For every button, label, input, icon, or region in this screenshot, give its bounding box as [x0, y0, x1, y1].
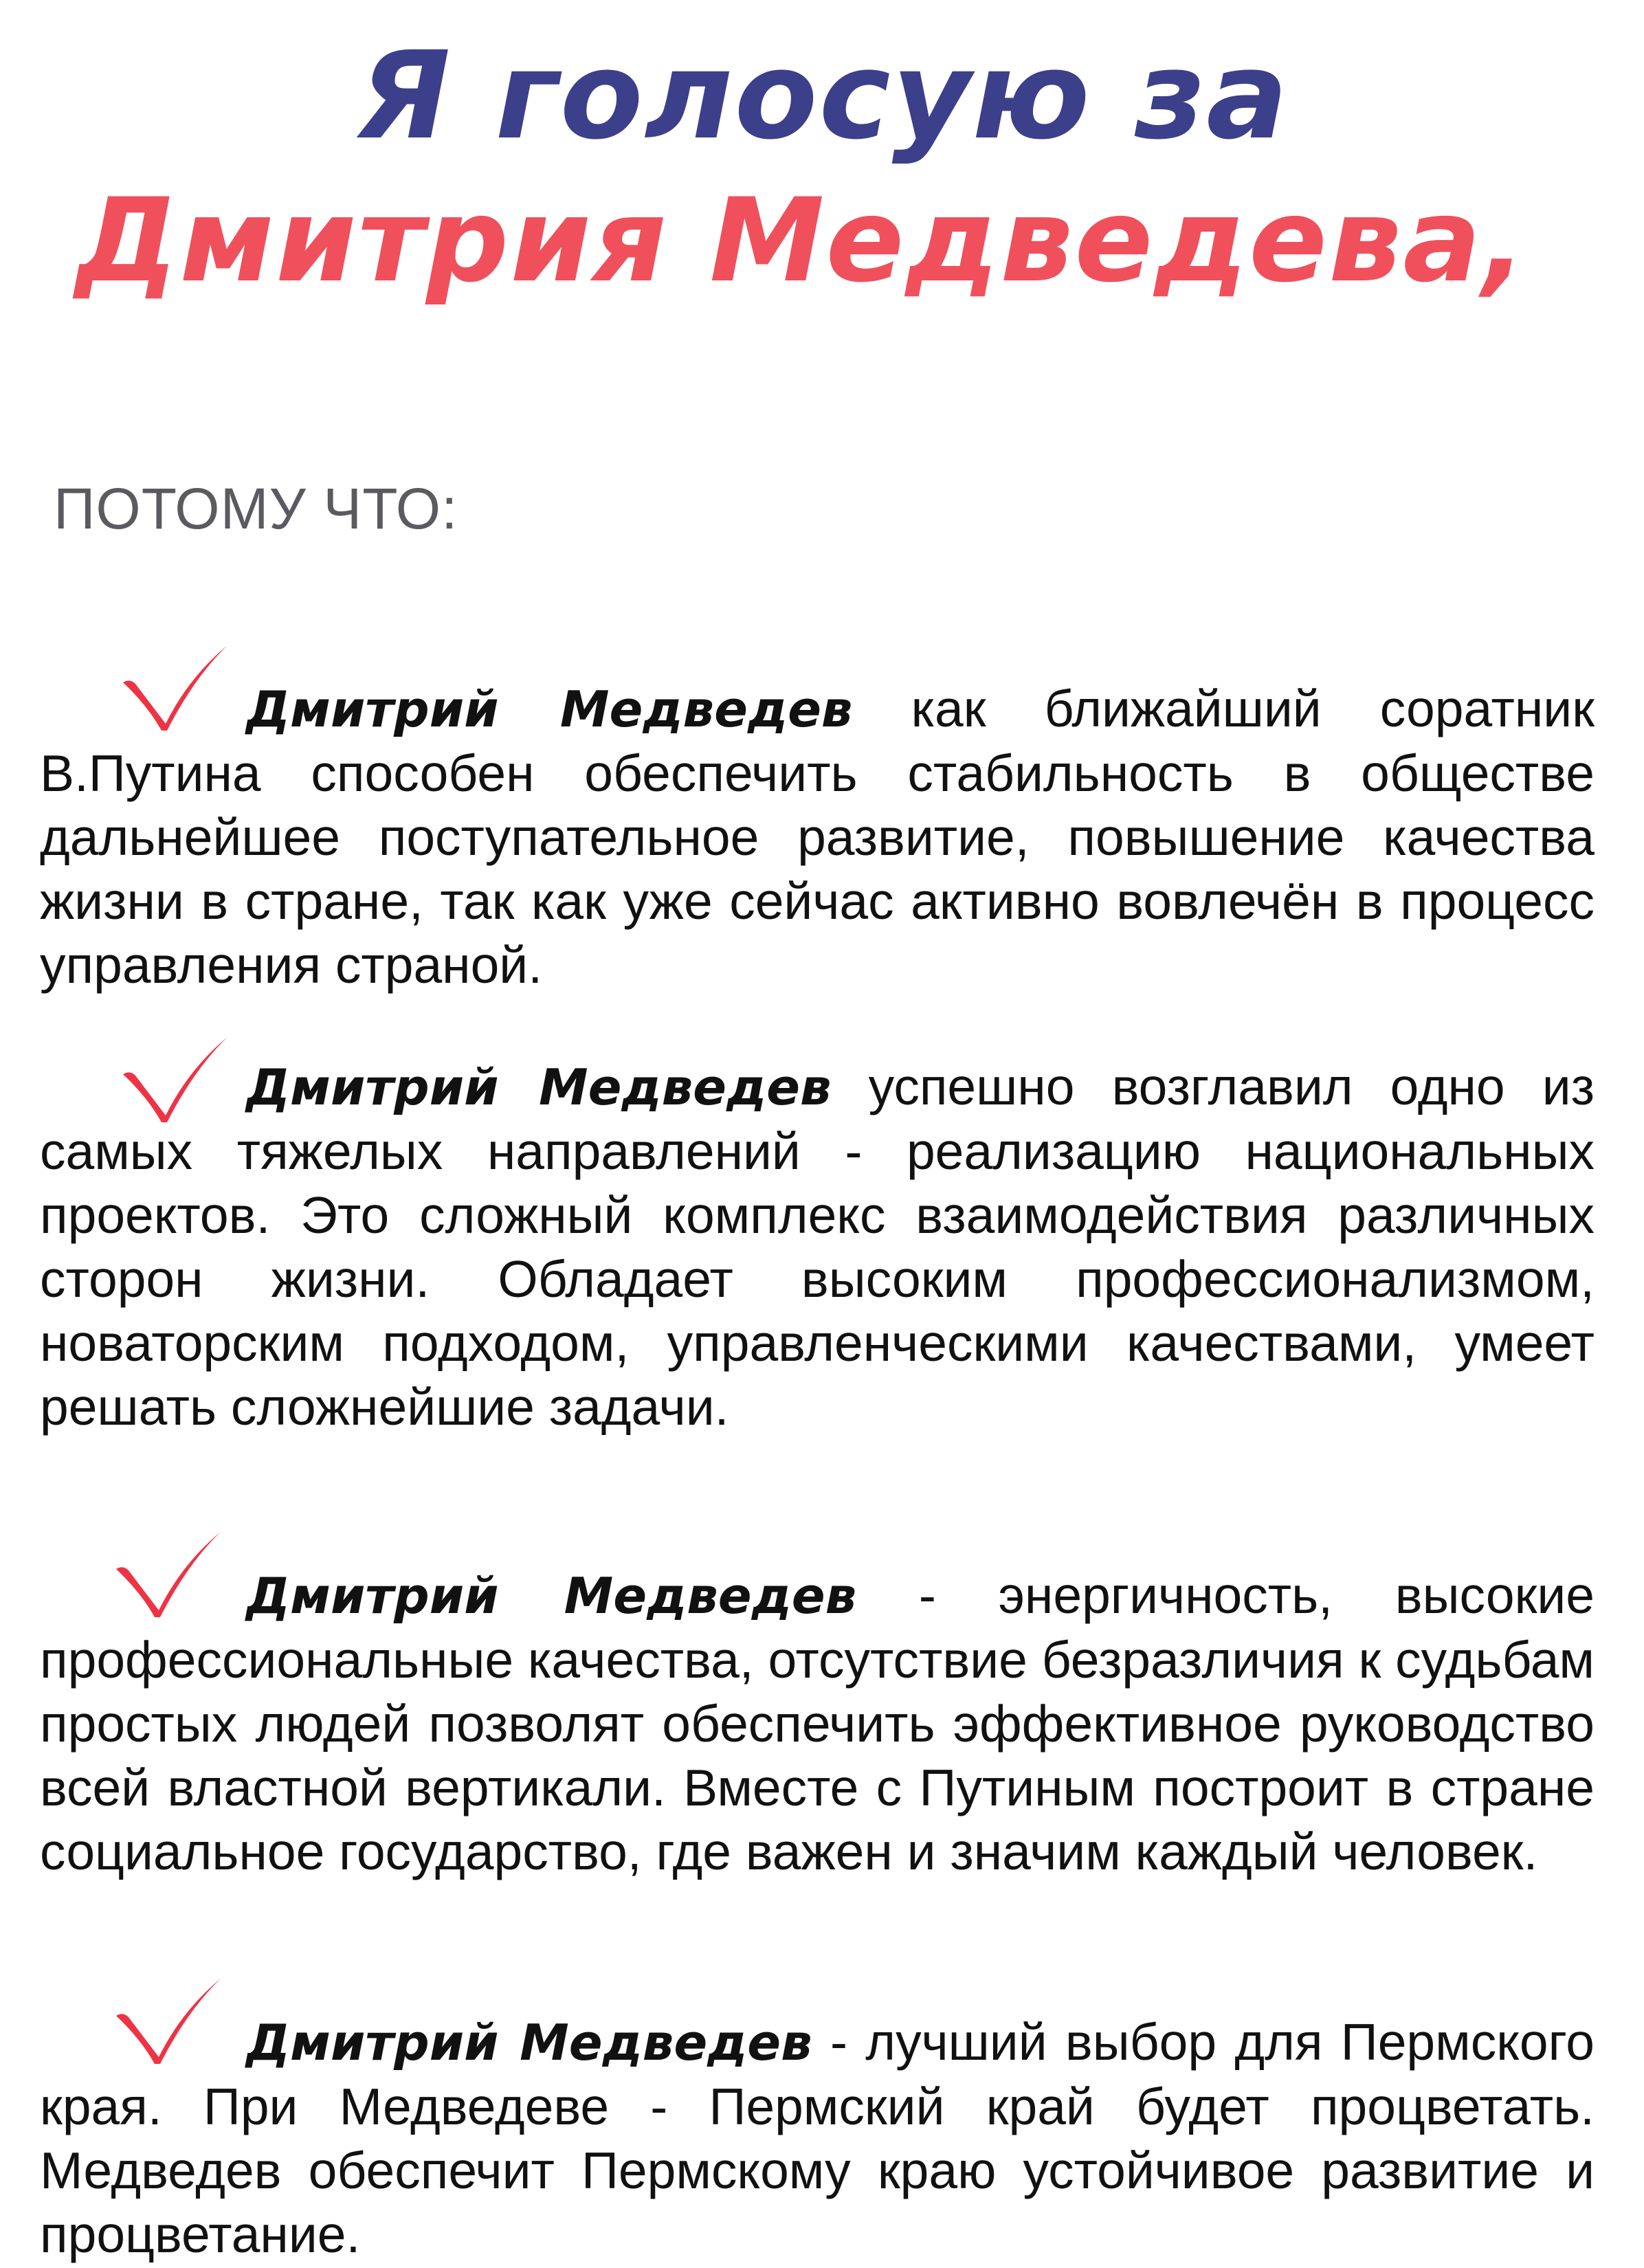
reason-name: Дмитрий Медведев [246, 680, 853, 738]
reason-name: Дмитрий Медведев [246, 2014, 812, 2071]
title-line-2: Дмитрия Медведева, [76, 173, 1528, 308]
reason-text: - лучший выбор для Пермского края. При Медведеве - Пермский край будет процветать. Медведев обеспечит Пермскому краю устойчивое развитие и процветание. [40, 2013, 1595, 2263]
title-line-1: Я голосую за [357, 25, 1289, 166]
reason-item [40, 2010, 1595, 2267]
reason-item [40, 677, 1595, 997]
reason-text: успешно возглавил одно из самых тяжелых направлений - реализацию национальных проектов. Это сложный комплекс взаимодействия различных сторон жизни. Обладает высоким профессионализмом, новаторским подходом, управленческими качествами, умеет решать сложнейшие задачи. [40, 1058, 1595, 1436]
reason-text: - энергичность, высокие профессиональные качества, отсутствие безразличия к судьбам простых людей позволят обеспечить эффективное руководство всей властной вертикали. Вместе с Путиным построит в стране социальное государство, где важен и значим каждый человек. [40, 1566, 1595, 1880]
reason-name: Дмитрий Медведев [246, 1058, 832, 1116]
reason-text: как ближайший соратник В.Путина способен обеспечить стабильность в обществе дальнейшее поступательное развитие, повышение качества жизни в стране, так как уже сейчас активно вовлечён в процесс управления страной. [40, 680, 1595, 994]
reason-name: Дмитрий Медведев [246, 1567, 857, 1625]
subtitle: ПОТОМУ ЧТО: [54, 476, 458, 541]
reason-item [40, 1055, 1595, 1439]
reason-item [40, 1564, 1595, 1884]
